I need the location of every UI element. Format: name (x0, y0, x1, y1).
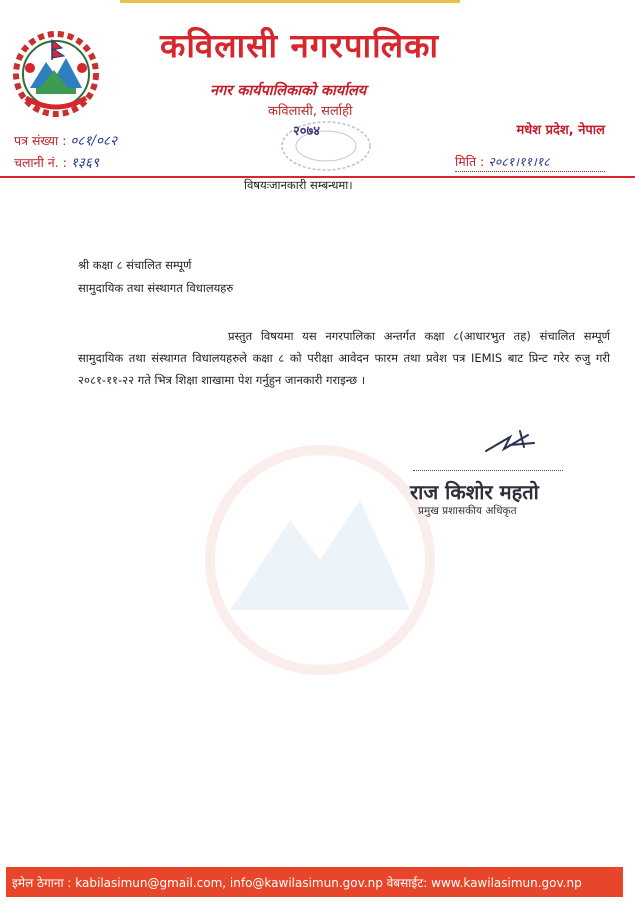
chalani-value: १३६९ (70, 155, 99, 171)
office-address: कविलासी, सर्लाही (268, 104, 353, 119)
footer-contact-bar (6, 867, 623, 897)
signatory-designation: प्रमुख प्रशासकीय अधिकृत (418, 505, 517, 517)
patra-value: ०८१/०८२ (70, 133, 118, 149)
letter-body: प्रस्तुत विषयमा यस नगरपालिका अन्तर्गत कक्षा ८(आधारभुत तह) संचालित सम्पूर्ण सामुदायिक तथा संस्थागत विधालयहरुले कक्षा ८ को परीक्षा आवेदन फारम तथा प्रवेश पत्र IEMIS बाट प्रिन्ट गरेर रुजु गरी २०८१-११-२२ गते भित्र शिक्षा शाखामा पेश गर्नुहुन जानकारी गराइन्छ । (78, 329, 610, 387)
nepal-emblem-icon (10, 28, 102, 120)
letter-date (455, 153, 605, 172)
chalani-label: चलानी नं. : (14, 155, 67, 170)
office-year: २०७४ (293, 124, 321, 139)
org-name: कविलासी नगरपालिका (160, 26, 439, 65)
top-rule (120, 0, 460, 3)
date-value: २०८१।११।१८ (488, 154, 550, 169)
state-name: मधेश प्रदेश, नेपाल (516, 123, 605, 138)
letter-subject: विषयःजानकारी सम्बन्धमा। (244, 178, 353, 192)
signature-line (413, 460, 563, 471)
signatory-name: राज किशोर महतो (410, 480, 539, 504)
office-title: नगर कार्यपालिकाको कार्यालय (210, 83, 367, 99)
signature-scribble-icon (480, 423, 540, 459)
patra-sankhya (14, 131, 117, 149)
date-label: मिति : (455, 154, 485, 169)
patra-label: पत्र संख्या : (14, 133, 67, 148)
addressee-line-1: श्री कक्षा ८ संचालित सम्पूर्ण (78, 258, 192, 272)
chalani-number (14, 153, 99, 171)
addressee-line-2: सामुदायिक तथा संस्थागत विधालयहरु (78, 281, 234, 295)
footer-contact-text: इमेल ठेगाना : kabilasimun@gmail.com, info@kawilasimun.gov.np वेबसाईट: www.kawilasimun.gov.np (12, 875, 582, 890)
